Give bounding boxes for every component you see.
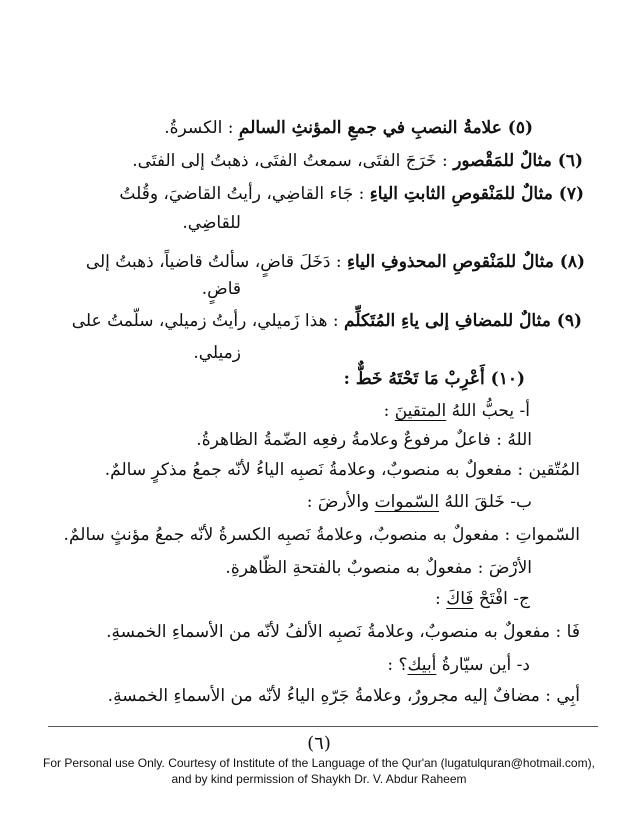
exercise-10-heading: (١٠) أَعْرِبْ مَا تَحْتَهُ خَطٌّ : xyxy=(343,369,525,389)
example-7-continuation: للقاضِي. xyxy=(182,213,241,233)
question-c-prefix: ج- افْتَحْ xyxy=(473,589,530,609)
example-8-continuation: قاضٍ. xyxy=(201,279,241,299)
question-c-suffix: : xyxy=(435,589,447,609)
example-9-continuation: زميلي. xyxy=(193,343,241,363)
question-a-suffix: : xyxy=(383,401,395,421)
rule-5-label: (٥) علامةُ النصبِ في جمعِ المؤنثِ السالمِ xyxy=(238,118,533,138)
example-8-label: (٨) مثالٌ للمَنْقوصِ المحذوفِ الياءِ xyxy=(346,252,585,272)
answer-a-2: المُتّقين : مفعولٌ به منصوبٌ، وعلامةُ نَصبِه الياءُ لأنّه جمعُ مذكرٍ سالمٌ. xyxy=(104,460,580,480)
footer-line-2: and by kind permission of Shaykh Dr. V. Abdur Raheem xyxy=(171,772,467,786)
question-c-underlined: فَاكَ xyxy=(446,589,474,609)
question-b-suffix: والأرضَ : xyxy=(306,492,375,512)
example-9-text: : هذا زَميلي، رأيتُ زميلي، سلّمتُ على xyxy=(71,311,345,331)
example-7-manqus-thabit xyxy=(119,182,584,206)
question-c xyxy=(435,587,530,611)
example-7-label: (٧) مثالٌ للمَنْقوصِ الثابتِ الياءِ xyxy=(369,184,584,204)
example-8-text: : دَخَلَ قاضٍ، سألتُ قاضياً، ذهبتُ إلى xyxy=(85,252,347,272)
question-d-suffix: ؟ : xyxy=(387,655,408,675)
example-6-text: : خَرَجَ الفتَى، سمعتُ الفتَى، ذهبتُ إلى الفتَى. xyxy=(132,151,454,171)
answer-b-2: الأرْضَ : مفعولٌ به منصوبٌ بالفتحةِ الظّاهرةِ. xyxy=(225,558,532,578)
question-a-underlined: المتقينَ xyxy=(394,401,447,421)
question-b-prefix: ب- خَلقَ اللهُ xyxy=(439,492,532,512)
example-9-label: (٩) مثالٌ للمضافِ إلى ياءِ المُتَكلِّم xyxy=(344,311,582,331)
footer-divider xyxy=(48,726,598,727)
rule-5 xyxy=(164,116,533,140)
question-d xyxy=(387,653,530,677)
example-8-manqus-mahdhuf xyxy=(86,250,585,274)
answer-c-1: فَا : مفعولٌ به منصوبٌ، وعلامةُ نَصبِه الألفُ لأنّه من الأسماءِ الخمسةِ. xyxy=(106,622,580,642)
question-b-underlined: السّموات xyxy=(374,492,440,512)
answer-a-1: اللهُ : فاعلٌ مرفوعٌ وعلامةُ رفعِه الضّمةُ الظاهرةُ. xyxy=(196,430,532,450)
answer-b-1: السّمواتِ : مفعولٌ به منصوبٌ، وعلامةُ نَصبِه الكسرةُ لأنّه جمعُ مؤنثٍ سالمٌ. xyxy=(63,525,580,545)
example-6-label: (٦) مثالٌ للمَقْصور xyxy=(453,151,583,171)
footer-line-1: For Personal use Only. Courtesy of Institute of the Language of the Qur'an (lugatulquran@hotmail.com), xyxy=(43,756,595,770)
example-7-text: : جَاء القاضِي، رأيتُ القاضيَ، وقُلتُ xyxy=(119,184,370,204)
question-d-prefix: د- أين سيّارةُ xyxy=(436,655,530,675)
question-d-underlined: أبيك xyxy=(407,655,437,675)
question-a-prefix: أ- يحبُّ اللهُ xyxy=(446,401,530,421)
example-6-maqsur xyxy=(132,149,583,173)
example-9-mudaf xyxy=(72,309,582,333)
rule-5-text: : الكسرةُ. xyxy=(164,118,239,138)
question-b xyxy=(307,490,532,514)
page-number: (٦) xyxy=(307,733,331,754)
answer-d-1: أبِي : مضافٌ إليه مجرورٌ، وعلامةُ جَرّهِ الياءُ لأنّه من الأسماءِ الخمسةِ. xyxy=(107,686,580,706)
question-a xyxy=(384,399,530,423)
